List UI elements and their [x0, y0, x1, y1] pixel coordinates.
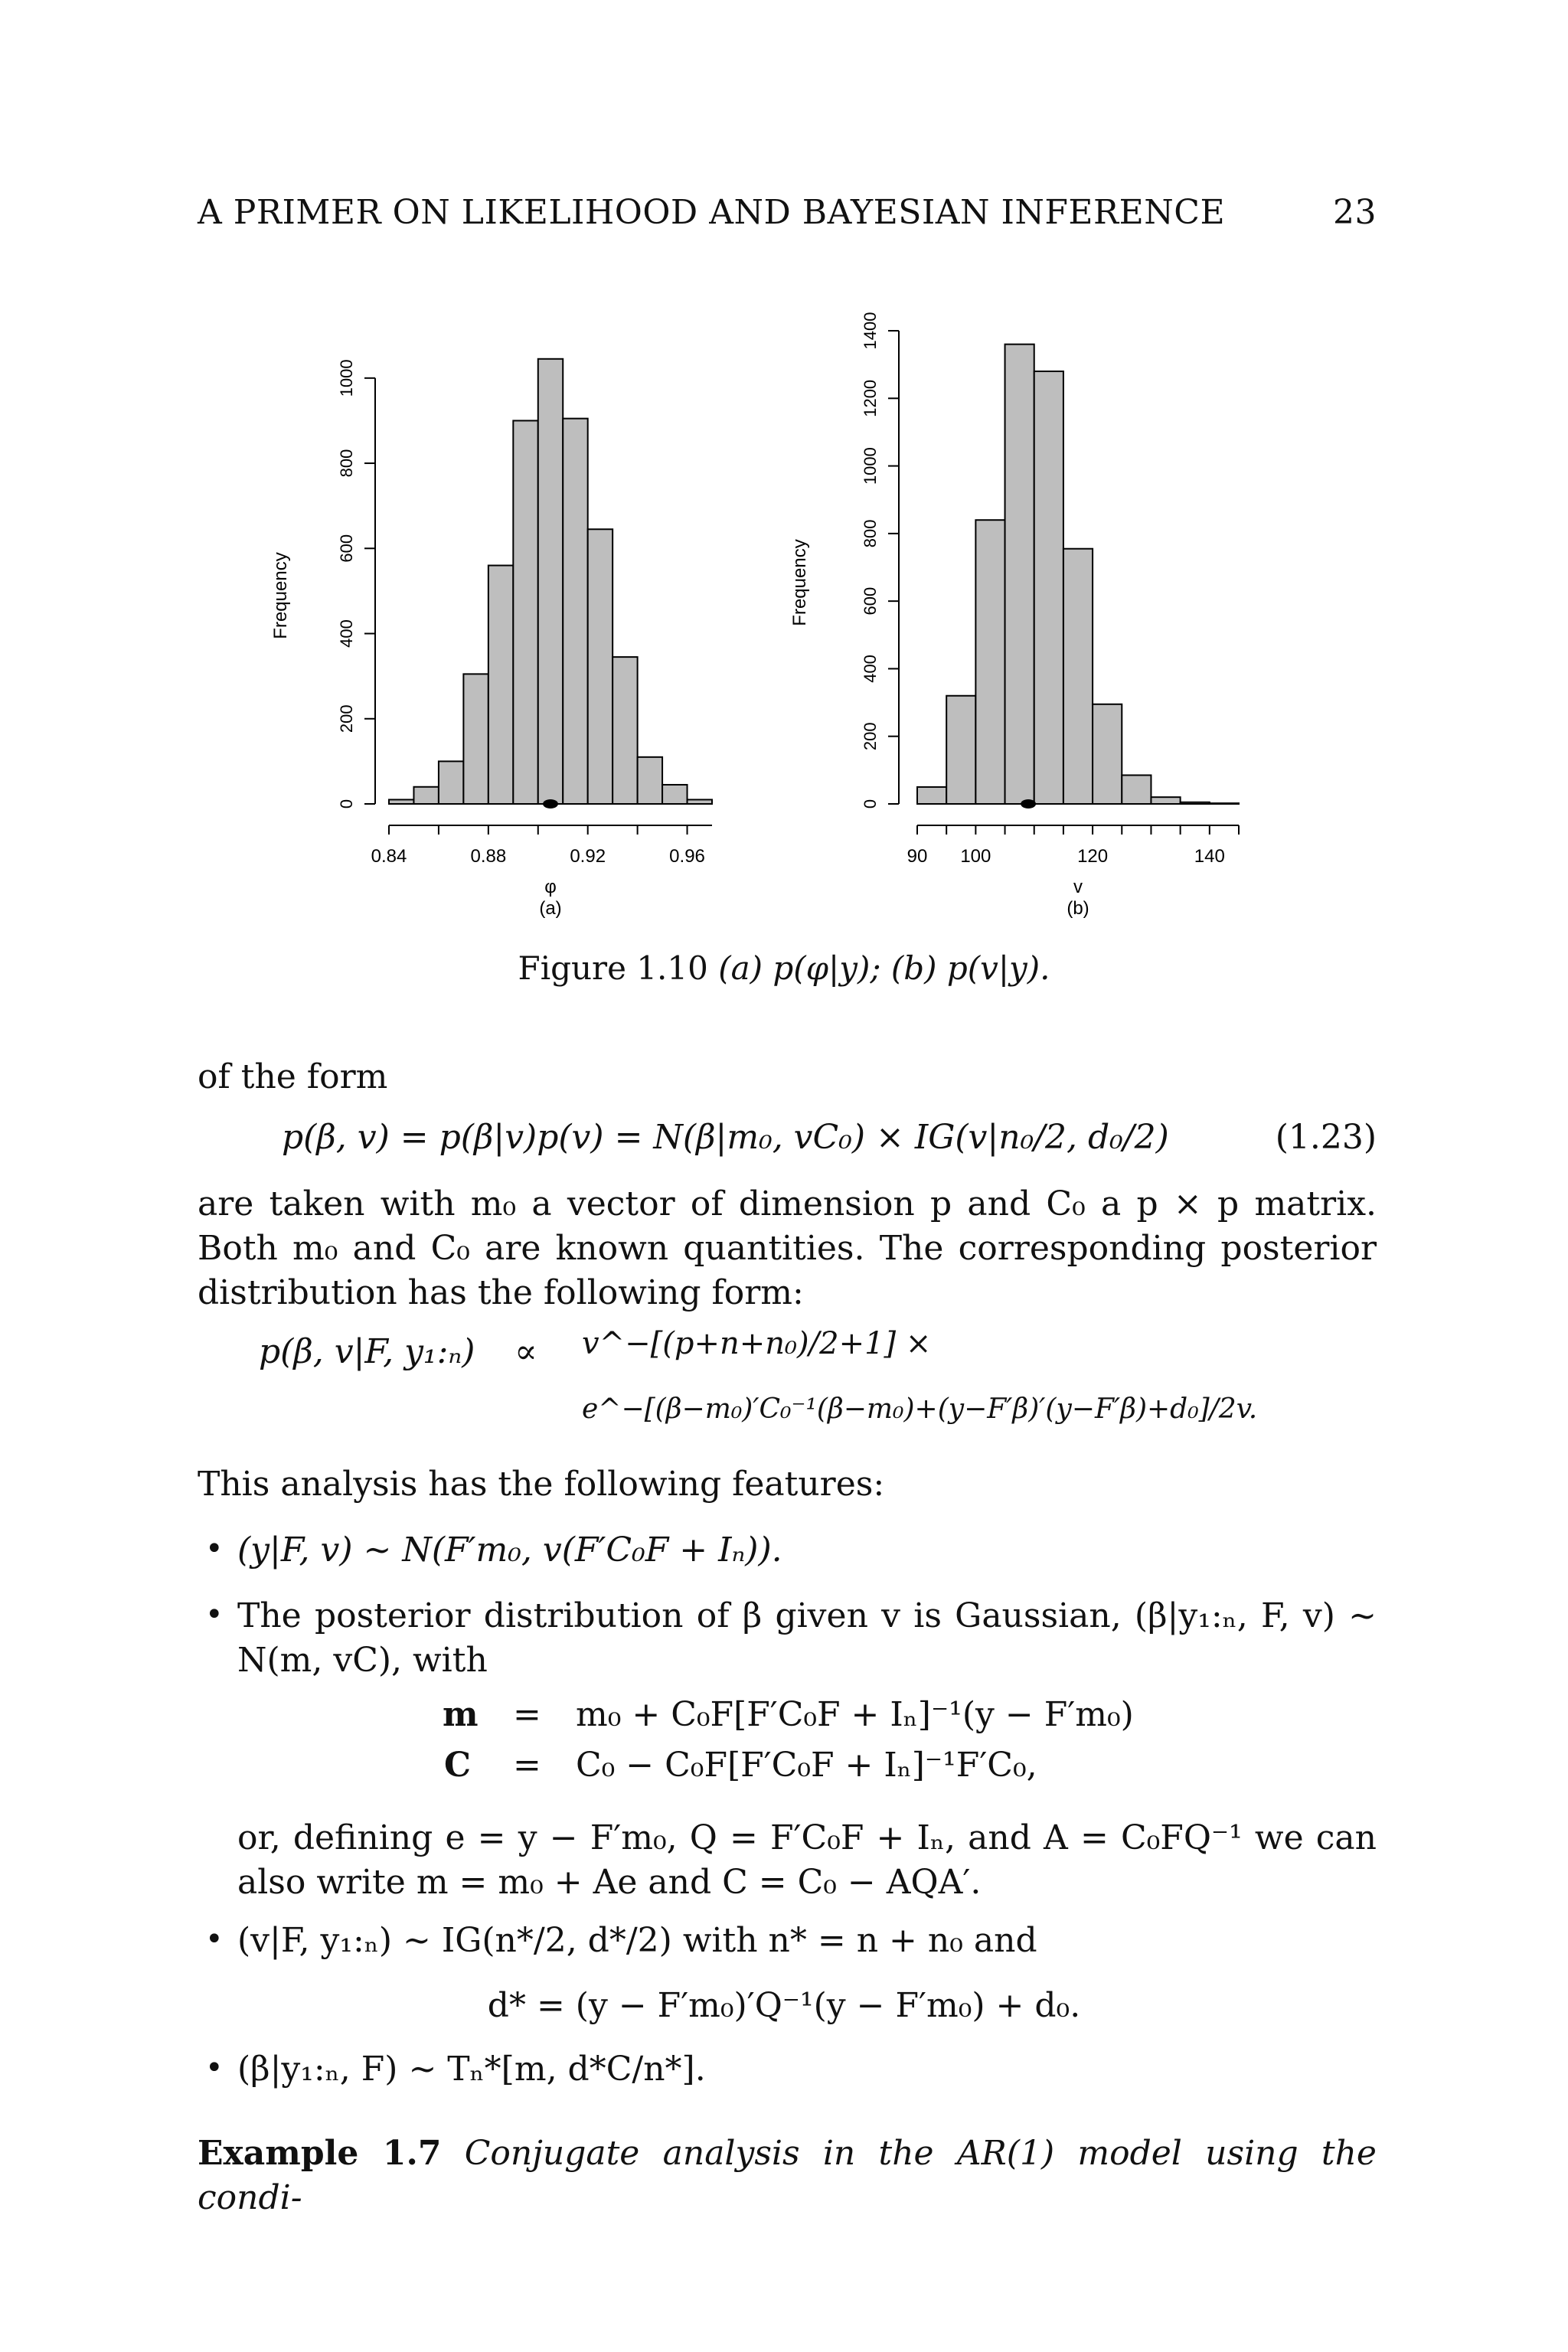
y-tick-label: 400	[337, 619, 356, 648]
histogram-bar	[1093, 704, 1122, 804]
c-lhs: C	[444, 1746, 472, 1785]
running-head-title: A PRIMER ON LIKELIHOOD AND BAYESIAN INFERENCE	[198, 193, 1226, 232]
y-tick-label: 1000	[861, 447, 880, 485]
x-tick-label: 0.88	[470, 846, 507, 867]
histogram-bar	[538, 359, 563, 804]
equation-1-23: p(β, v) = p(β|v)p(v) = N(β|m₀, vC₀) × IG(v|n₀/2, d₀/2)	[282, 1118, 1169, 1157]
y-axis-label: Frequency	[789, 539, 810, 626]
histogram-v-plot	[789, 312, 1239, 919]
page-number: 23	[1333, 193, 1377, 232]
mean-marker	[543, 799, 558, 808]
histogram-bar	[688, 799, 712, 804]
c-rhs: C₀ − C₀F[F′C₀F + Iₙ]⁻¹F′C₀,	[576, 1746, 1037, 1785]
histogram-bar	[488, 566, 513, 804]
posterior-lhs: p(β, v|F, y₁:ₙ)	[259, 1332, 475, 1371]
caption-text: (a) p(φ|y); (b) p(v|y).	[718, 949, 1050, 987]
histogram-bar	[975, 520, 1004, 804]
caption-label: Figure 1.10	[518, 949, 708, 987]
m-lhs: m	[443, 1695, 479, 1734]
x-tick-label: 120	[1077, 846, 1109, 867]
example-label: Example 1.7	[198, 2134, 442, 2173]
x-tick-label: 100	[960, 846, 991, 867]
histogram-bar	[1181, 802, 1210, 804]
histogram-bar	[638, 757, 662, 804]
y-tick-label: 1400	[861, 312, 880, 350]
y-tick-label: 600	[337, 534, 356, 563]
histogram-bar	[917, 787, 946, 804]
histogram-bar	[1151, 797, 1180, 804]
y-tick-label: 1200	[861, 379, 880, 417]
histogram-bar	[389, 799, 413, 804]
histogram-v	[773, 306, 1279, 934]
histogram-bar	[413, 787, 438, 804]
histogram-phi	[253, 306, 743, 934]
intro-text: of the form	[198, 1057, 388, 1096]
histogram-bar	[1122, 775, 1151, 804]
histogram-bar	[588, 529, 612, 804]
panel-label: (a)	[539, 898, 562, 919]
figure-caption	[0, 949, 1568, 987]
proportional-sign: ∝	[514, 1332, 537, 1371]
posterior-rhs-line2: e^−[(β−m₀)′C₀⁻¹(β−m₀)+(y−F′β)′(y−F′β)+d₀]/2v.	[582, 1393, 1258, 1425]
x-tick-label: 90	[906, 846, 928, 867]
equals-sign: =	[513, 1746, 541, 1785]
y-tick-label: 800	[337, 449, 356, 478]
mean-marker	[1021, 799, 1036, 808]
y-tick-label: 200	[861, 722, 880, 751]
example-heading	[198, 2132, 1377, 2220]
bullet-marker: •	[205, 1922, 224, 1957]
y-axis-label: Frequency	[270, 552, 291, 639]
histogram-bar	[662, 785, 687, 804]
histogram-phi-plot	[270, 359, 712, 919]
y-tick-label: 0	[861, 799, 880, 809]
y-tick-label: 400	[861, 655, 880, 683]
x-tick-label: 0.84	[371, 846, 407, 867]
bullet-marker: •	[205, 2050, 224, 2086]
y-tick-label: 600	[861, 586, 880, 616]
x-axis-label: φ	[544, 877, 557, 897]
bullet-marginal-beta: (β|y₁:ₙ, F) ∼ Tₙ*[m, d*C/n*].	[237, 2050, 706, 2089]
histogram-bar	[1005, 345, 1034, 804]
example-text: Conjugate analysis in the AR(1) model using the condi-	[198, 2134, 1377, 2217]
posterior-rhs-line1: v^−[(p+n+n₀)/2+1] ×	[582, 1326, 932, 1361]
bullet-conditional-v: (v|F, y₁:ₙ) ∼ IG(n*/2, d*/2) with n* = n + n₀ and	[237, 1921, 1037, 1960]
x-axis-label: v	[1073, 877, 1083, 897]
y-tick-label: 800	[861, 519, 880, 548]
histogram-bar	[1210, 803, 1239, 804]
histogram-bar	[513, 420, 537, 804]
bullet-marker: •	[205, 1531, 224, 1566]
histogram-bar	[563, 419, 587, 804]
y-tick-label: 0	[337, 799, 356, 809]
equals-sign: =	[513, 1695, 541, 1734]
x-tick-label: 140	[1194, 846, 1225, 867]
equation-number: (1.23)	[1275, 1118, 1377, 1157]
running-head	[198, 193, 1377, 232]
dstar-equation: d* = (y − F′m₀)′Q⁻¹(y − F′m₀) + d₀.	[487, 1986, 1081, 2025]
histogram-bar	[1034, 371, 1063, 804]
histogram-bar	[1063, 549, 1093, 804]
x-tick-label: 0.92	[570, 846, 606, 867]
bullet-conditional-beta: The posterior distribution of β given v is Gaussian, (β|y₁:ₙ, F, v) ∼ N(m, vC), with	[237, 1596, 1377, 1680]
features-intro: This analysis has the following features:	[198, 1465, 885, 1504]
histogram-bar	[463, 674, 488, 804]
histogram-bar	[946, 696, 975, 804]
y-tick-label: 200	[337, 704, 356, 733]
bullet-marginal-y: (y|F, v) ∼ N(F′m₀, v(F′C₀F + Iₙ)).	[237, 1530, 782, 1570]
bullet2-continuation: or, defining e = y − F′m₀, Q = F′C₀F + Iₙ, and A = C₀FQ⁻¹ we can also write m = m₀ + Ae and C = C₀ − AQA′.	[237, 1818, 1377, 1902]
y-tick-label: 1000	[337, 359, 356, 397]
histogram-bar	[612, 657, 637, 804]
x-tick-label: 0.96	[669, 846, 705, 867]
panel-label: (b)	[1067, 898, 1089, 919]
m-rhs: m₀ + C₀F[F′C₀F + Iₙ]⁻¹(y − F′m₀)	[576, 1695, 1134, 1734]
bullet-marker: •	[205, 1597, 224, 1632]
paragraph-priors: are taken with m₀ a vector of dimension p and C₀ a p × p matrix. Both m₀ and C₀ are known quantities. The corresponding posterior distribution has the following form:	[198, 1184, 1377, 1312]
histogram-bar	[439, 761, 463, 804]
